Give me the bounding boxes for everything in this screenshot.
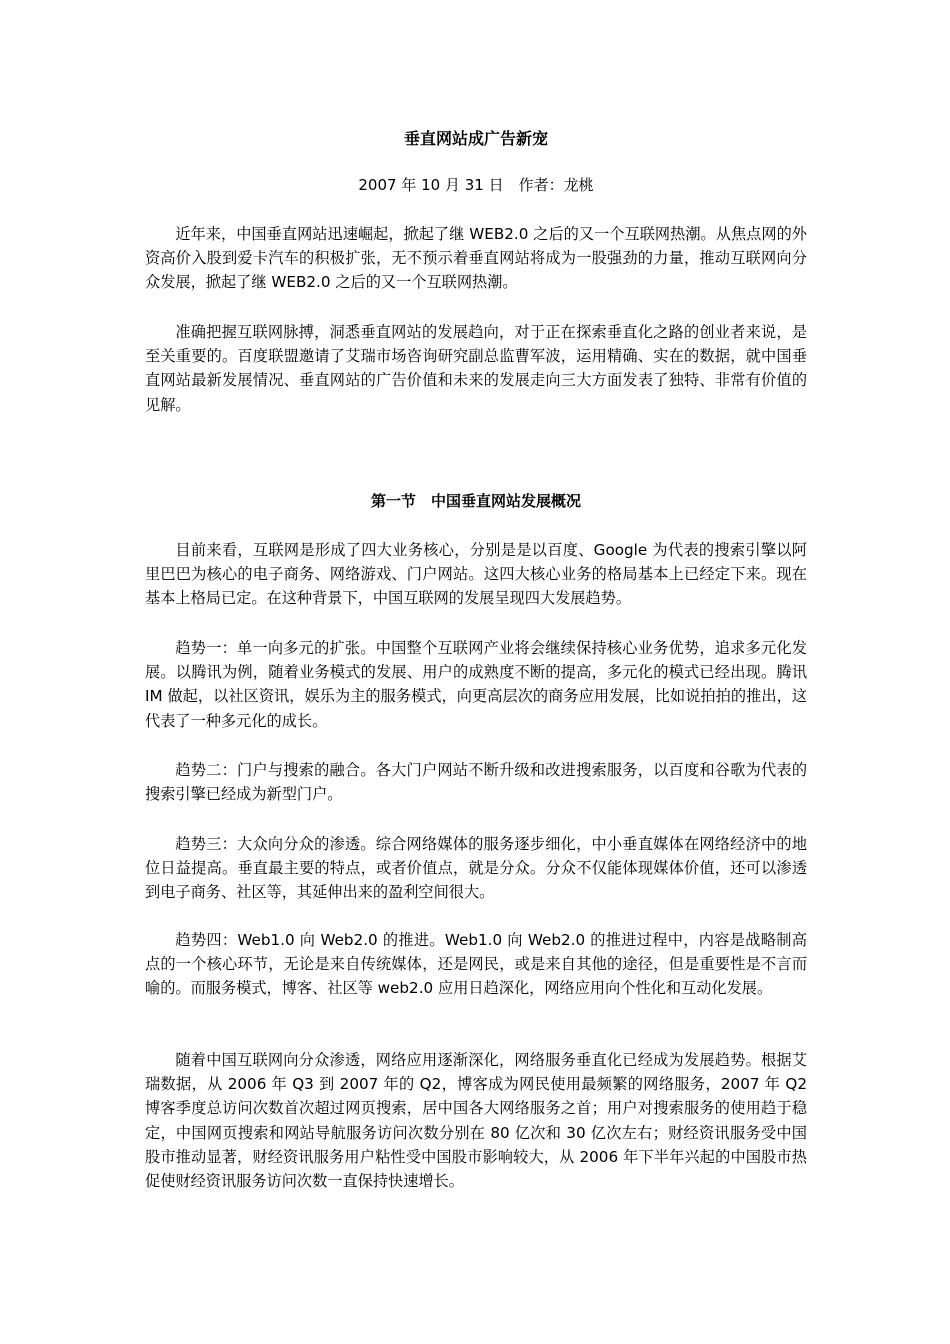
intro-paragraph: 近年来，中国垂直网站迅速崛起，掀起了继 WEB2.0 之后的又一个互联网热潮。从焦点网的外资高价入股到爱卡汽车的积极扩张，无不预示着垂直网站将成为一股强劲的力量，推动互联网向分众发展，掀起了继 WEB2.0 之后的又一个互联网热潮。 xyxy=(145,225,807,292)
section-paragraph: 趋势二：门户与搜索的融合。各大门户网站不断升级和改进搜索服务，以百度和谷歌为代表的搜索引擎已经成为新型门户。 xyxy=(145,761,807,804)
article-byline: 2007 年 10 月 31 日 作者：龙桃 xyxy=(358,176,594,194)
section-paragraph: 趋势一：单一向多元的扩张。中国整个互联网产业将会继续保持核心业务优势，追求多元化发展。以腾讯为例，随着业务模式的发展、用户的成熟度不断的提高，多元化的模式已经出现。腾讯 IM 做起，以社区资讯，娱乐为主的服务模式，向更高层次的商务应用发展，比如说拍拍的推出，这代表了一种多元化的成长。 xyxy=(145,639,807,730)
section-paragraph: 目前来看，互联网是形成了四大业务核心，分别是是以百度、Google 为代表的搜索引擎以阿里巴巴为核心的电子商务、网络游戏、门户网站。这四大核心业务的格局基本上已经定下来。现在基本上格局已定。在这种背景下，中国互联网的发展呈现四大发展趋势。 xyxy=(145,541,807,608)
article-title: 垂直网站成广告新宠 xyxy=(403,129,548,148)
section-paragraph: 随着中国互联网向分众渗透，网络应用逐渐深化，网络服务垂直化已经成为发展趋势。根据艾瑞数据，从 2006 年 Q3 到 2007 年的 Q2，博客成为网民使用最频繁的网络服务，2007 年 Q2 博客季度总访问次数首次超过网页搜索，居中国各大网络服务之首；用户对搜索服务的使用趋于稳定，中国网页搜索和网站导航服务访问次数分别在 80 亿次和 30 亿次左右；财经资讯服务受中国股市推动显著，财经资讯服务用户粘性受中国股市影响较大，从 2006 年下半年兴起的中国股市热促使财经资讯服务访问次数一直保持快速增长。 xyxy=(145,1051,807,1191)
section-heading: 第一节 中国垂直网站发展概况 xyxy=(370,492,581,510)
section-paragraph: 趋势四：Web1.0 向 Web2.0 的推进。Web1.0 向 Web2.0 的推进过程中，内容是战略制高点的一个核心环节，无论是来自传统媒体，还是网民，或是来自其他的途径，但是重要性是不言而喻的。而服务模式，博客、社区等 web2.0 应用日趋深化，网络应用向个性化和互动化发展。 xyxy=(145,931,807,998)
section-paragraph: 趋势三：大众向分众的渗透。综合网络媒体的服务逐步细化，中小垂直媒体在网络经济中的地位日益提高。垂直最主要的特点，或者价值点，就是分众。分众不仅能体现媒体价值，还可以渗透到电子商务、社区等，其延伸出来的盈利空间很大。 xyxy=(145,835,807,902)
intro-paragraph: 准确把握互联网脉搏，洞悉垂直网站的发展趋向，对于正在探索垂直化之路的创业者来说，是至关重要的。百度联盟邀请了艾瑞市场咨询研究副总监曹军波，运用精确、实在的数据，就中国垂直网站最新发展情况、垂直网站的广告价值和未来的发展走向三大方面发表了独特、非常有价值的见解。 xyxy=(145,323,807,414)
